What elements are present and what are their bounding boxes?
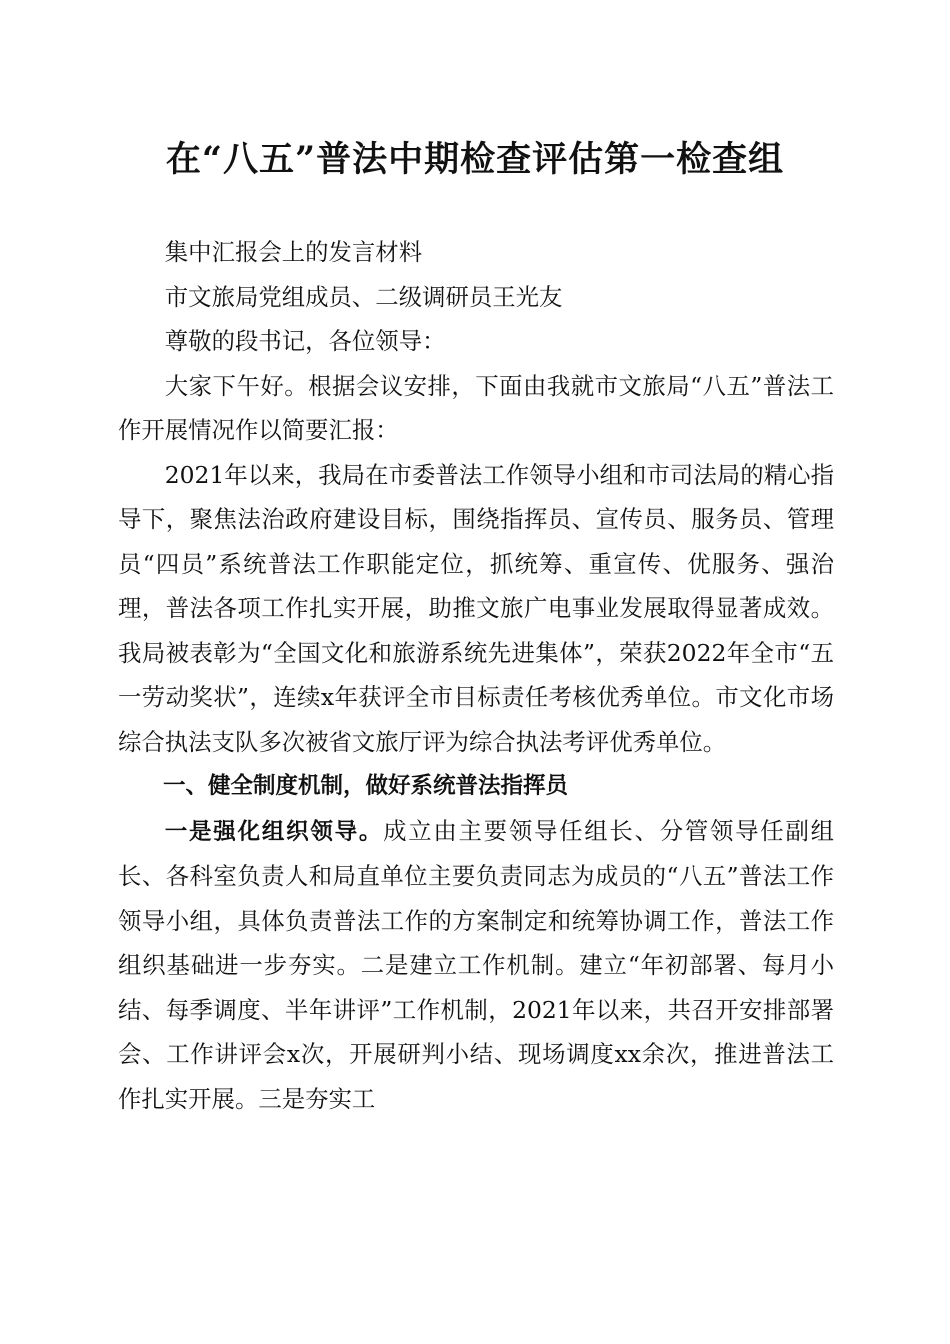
section-paragraph [118,809,834,1122]
subtitle-line: 集中汇报会上的发言材料 [164,238,423,266]
opening-paragraph: 大家下午好。根据会议安排，下面由我就市文旅局“八五”普法工作开展情况作以简要汇报： [118,371,834,444]
document-title: 在“八五”普法中期检查评估第一检查组 [165,139,785,180]
section-heading: 一、健全制度机制，做好系统普法指挥员 [163,773,569,799]
paragraph-text: 成立由主要领导任组长、分管领导任副组长、各科室负责人和局直单位主要负责同志为成员的“八五”普法工作领导小组，具体负责普法工作的方案制定和统筹协调工作，普法工作组织基础进一步夯实。二是建立工作机制。建立“年初部署、每月小结、每季调度、半年讲评”工作机制，2021年以来，共召开安排部署会、工作讲评会x次，开展研判小结、现场调度xx余次，推进普法工作扎实开展。三是夯实工 [118,816,834,1113]
paragraph-lead: 一是强化组织领导。 [164,818,384,845]
salutation: 尊敬的段书记，各位领导： [164,327,446,355]
document-body [118,230,834,1121]
speaker-line: 市文旅局党组成员、二级调研员王光友 [164,282,563,311]
summary-paragraph: 2021年以来，我局在市委普法工作领导小组和市司法局的精心指导下，聚焦法治政府建设目标，围绕指挥员、宣传员、服务员、管理员“四员”系统普法工作职能定位，抓统筹、重宣传、优服务、强治理，普法各项工作扎实开展，助推文旅广电事业发展取得显著成效。我局被表彰为“全国文化和旅游系统先进集体”，荣获2022年全市“五一劳动奖状”，连续x年获评全市目标责任考核优秀单位。市文化市场综合执法支队多次被省文旅厅评为综合执法考评优秀单位。 [118,460,834,756]
